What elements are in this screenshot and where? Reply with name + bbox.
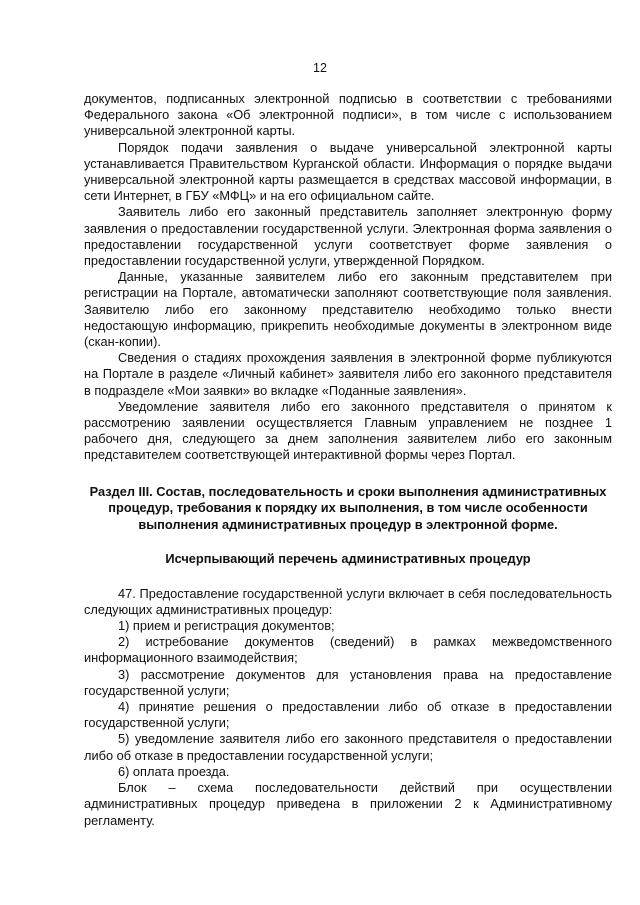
- paragraph-continuation: документов, подписанных электронной подписью в соответствии с требованиями Федерального закона «Об электронной подписи», в том числе с использованием универсальной электронной карты.: [84, 91, 612, 139]
- document-body: [84, 91, 612, 829]
- section-heading: Раздел III. Состав, последовательность и сроки выполнения административных процедур, требования к порядку их выполнения, в том числе особенности выполнения административных процедур в электронной форме.: [89, 483, 607, 532]
- page-number: 12: [313, 61, 327, 75]
- paragraph-47-intro: 47. Предоставление государственной услуги включает в себя последовательность следующих административных процедур:: [84, 585, 612, 617]
- subsection-heading: Исчерпывающий перечень административных процедур: [165, 551, 531, 567]
- paragraph-closing: Блок – схема последовательности действий при осуществлении административных процедур приведена в приложении 2 к Административному регламенту.: [84, 780, 612, 828]
- paragraph: Сведения о стадиях прохождения заявления в электронной форме публикуются на Портале в разделе «Личный кабинет» заявителя либо его законного представителя в подразделе «Мои заявки» во вкладке «Поданные заявления».: [84, 350, 612, 398]
- paragraph: Порядок подачи заявления о выдаче универсальной электронной карты устанавливается Правительством Курганской области. Информация о порядке выдачи универсальной электронной карты размещается в средствах массовой информации, в сети Интернет, в ГБУ «МФЦ» и на его официальном сайте.: [84, 139, 612, 204]
- procedure-item: 4) принятие решения о предоставлении либо об отказе в предоставлении государственной услуги;: [84, 699, 612, 731]
- procedure-item: 2) истребование документов (сведений) в рамках межведомственного информационного взаимодействия;: [84, 634, 612, 666]
- procedure-item: 6) оплата проезда.: [118, 763, 230, 779]
- procedure-item: 3) рассмотрение документов для установления права на предоставление государственной услуги;: [84, 666, 612, 698]
- procedure-item: 1) прием и регистрация документов;: [118, 618, 335, 634]
- procedure-item: 5) уведомление заявителя либо его законного представителя о предоставлении либо об отказе в предоставлении государственной услуги;: [84, 731, 612, 763]
- paragraph: Заявитель либо его законный представитель заполняет электронную форму заявления о предоставлении государственной услуги. Электронная форма заявления о предоставлении государственной услуги соответствует форме заявления о предоставлении государственной услуги, утвержденной Порядком.: [84, 204, 612, 269]
- paragraph: Уведомление заявителя либо его законного представителя о принятом к рассмотрению заявлении осуществляется Главным управлением не позднее 1 рабочего дня, следующего за днем заполнения заявителем либо его законным представителем соответствующей интерактивной формы через Портал.: [84, 398, 612, 463]
- paragraph: Данные, указанные заявителем либо его законным представителем при регистрации на Портале, автоматически заполняют соответствующие поля заявления. Заявителю либо его законному представителю необходимо только внести недостающую информацию, прикрепить необходимые документы в электронном виде (скан-копии).: [84, 269, 612, 350]
